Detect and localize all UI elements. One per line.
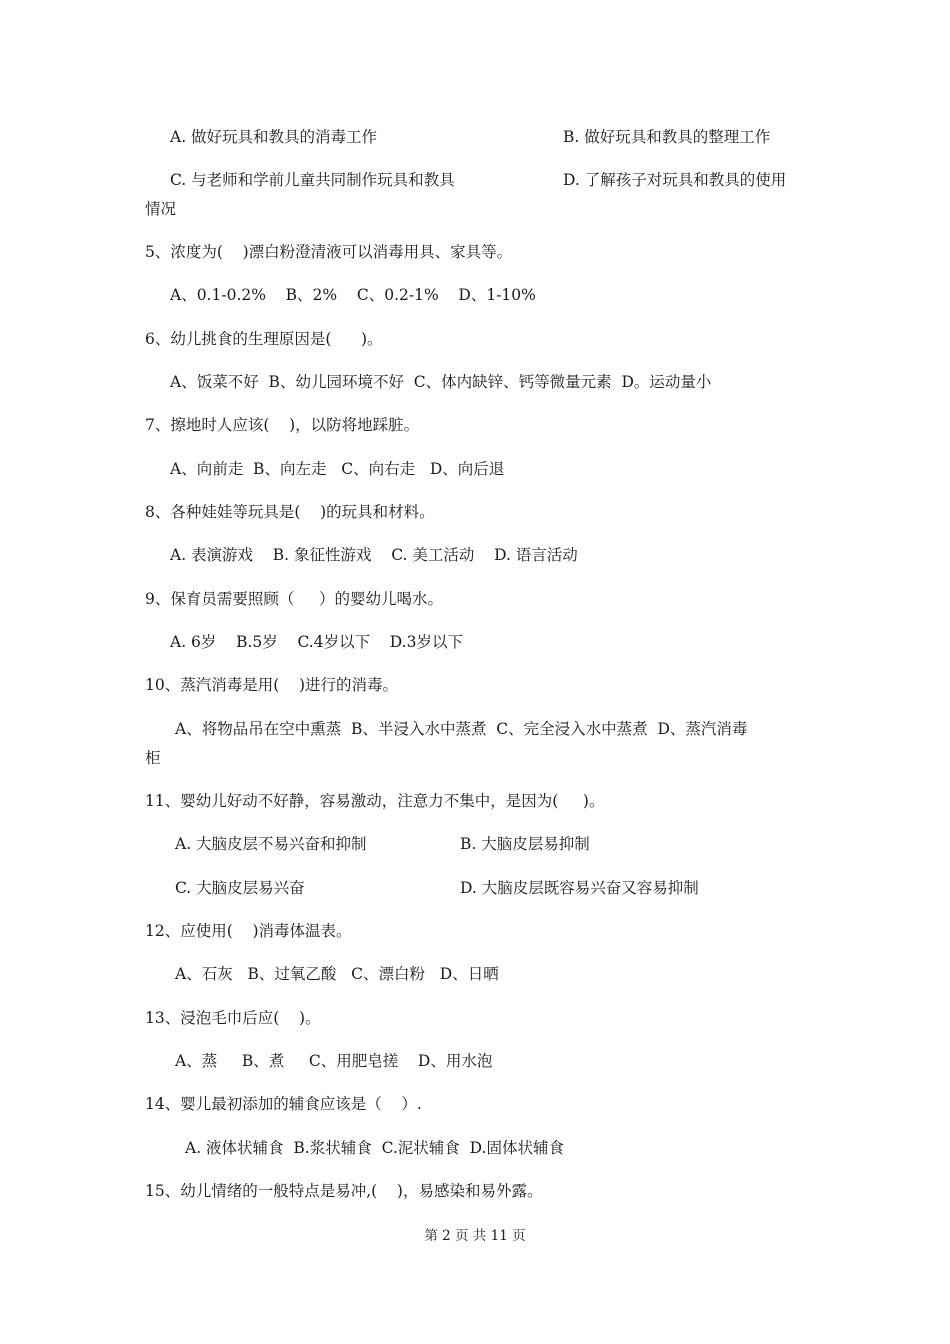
q8-options: A. 表演游戏 B. 象征性游戏 C. 美工活动 D. 语言活动: [170, 546, 578, 564]
q9-options: A. 6岁 B.5岁 C.4岁以下 D.3岁以下: [170, 633, 463, 651]
q11-option-a: A. 大脑皮层不易兴奋和抑制: [175, 835, 367, 853]
q10-options: A、将物品吊在空中熏蒸 B、半浸入水中蒸煮 C、完全浸入水中蒸煮 D、蒸汽消毒: [175, 720, 748, 738]
q11-option-b: B. 大脑皮层易抑制: [460, 835, 590, 853]
question-14: 14、婴儿最初添加的辅食应该是（ ）.: [145, 1095, 422, 1113]
q6-options: A、饭菜不好 B、幼儿园环境不好 C、体内缺锌、钙等微量元素 D。运动量小: [170, 373, 712, 391]
question-7: 7、擦地时人应该( )，以防将地踩脏。: [145, 416, 420, 434]
q12-options: A、石灰 B、过氧乙酸 C、漂白粉 D、日晒: [175, 965, 499, 983]
q7-options: A、向前走 B、向左走 C、向右走 D、向后退: [170, 460, 505, 478]
page-footer: 第 2 页 共 11 页: [424, 1228, 526, 1244]
q5-options: A、0.1-0.2% B、2% C、0.2-1% D、1-10%: [170, 286, 536, 304]
question-8: 8、各种娃娃等玩具是( )的玩具和材料。: [145, 503, 435, 521]
question-11: 11、婴幼儿好动不好静，容易激动，注意力不集中，是因为( )。: [145, 792, 605, 810]
question-6: 6、幼儿挑食的生理原因是( )。: [145, 330, 383, 348]
question-13: 13、浸泡毛巾后应( )。: [145, 1009, 321, 1027]
question-15: 15、幼儿情绪的一般特点是易冲,( )，易感染和易外露。: [145, 1182, 543, 1200]
q13-options: A、蒸 B、煮 C、用肥皂搓 D、用水泡: [175, 1052, 493, 1070]
q14-options: A. 液体状辅食 B.浆状辅食 C.泥状辅食 D.固体状辅食: [185, 1139, 564, 1157]
q10-options-continued: 柜: [145, 749, 161, 767]
question-10: 10、蒸汽消毒是用( )进行的消毒。: [145, 676, 399, 694]
q11-option-c: C. 大脑皮层易兴奋: [175, 879, 305, 897]
question-5: 5、浓度为( )漂白粉澄清液可以消毒用具、家具等。: [145, 243, 513, 261]
q4-option-c: C. 与老师和学前儿童共同制作玩具和教具: [170, 171, 455, 189]
q4-option-d: D. 了解孩子对玩具和教具的使用: [563, 171, 787, 189]
question-12: 12、应使用( )消毒体温表。: [145, 922, 352, 940]
q11-option-d: D. 大脑皮层既容易兴奋又容易抑制: [460, 879, 699, 897]
q4-option-b: B. 做好玩具和教具的整理工作: [563, 128, 771, 146]
q4-option-a: A. 做好玩具和教具的消毒工作: [170, 128, 378, 146]
q4-option-d-continued: 情况: [145, 200, 177, 218]
question-9: 9、保育员需要照顾（ ）的婴幼儿喝水。: [145, 590, 443, 608]
